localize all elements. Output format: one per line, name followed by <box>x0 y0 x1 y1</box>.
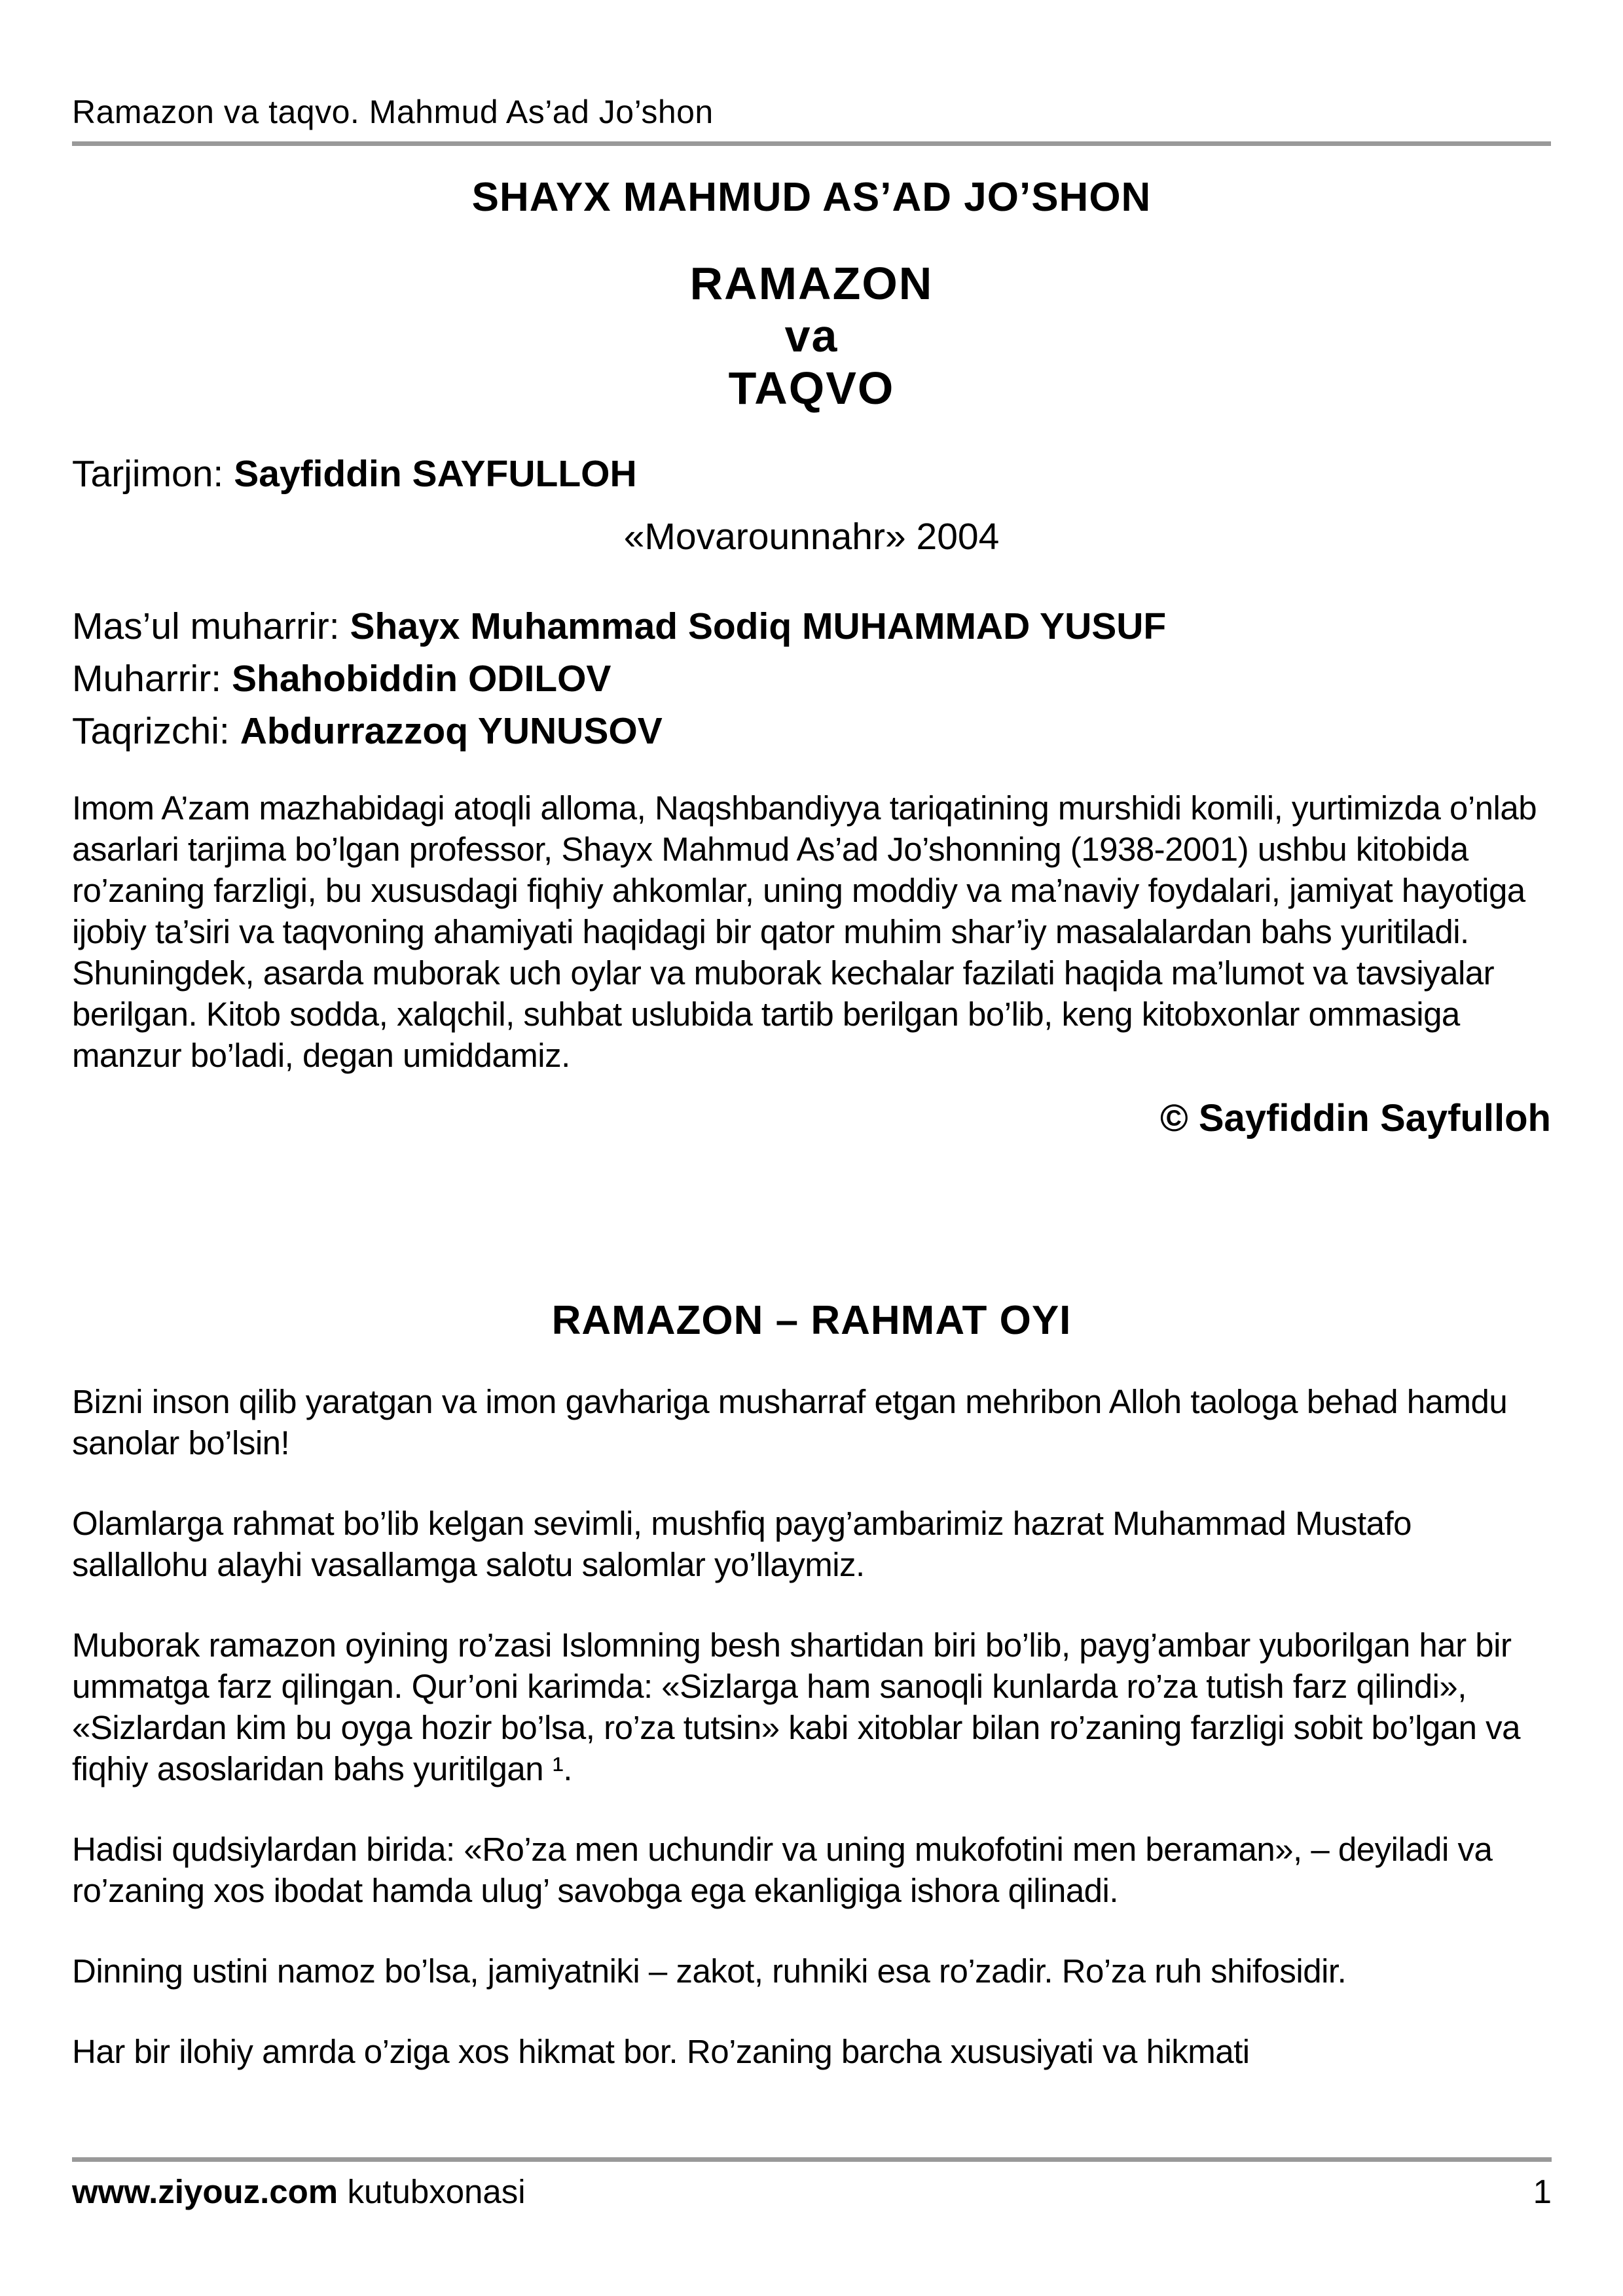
translator-name: Sayfiddin SAYFULLOH <box>234 453 637 495</box>
paragraph: Hadisi qudsiylardan birida: «Ro’za men uchundir va uning mukofotini men beraman», – deyiladi va ro’zaning xos ibodat hamda ulug’ savobga ega ekanligiga ishora qilinadi. <box>72 1831 1493 1909</box>
reviewer-line <box>72 705 1551 757</box>
paragraph: Dinning ustini namoz bo’lsa, jamiyatniki – zakot, ruhniki esa ro’zadir. Ro’za ruh shifosidir. <box>72 1952 1347 1990</box>
translator-line <box>72 451 1551 497</box>
book-title-line-2: va <box>784 310 839 361</box>
page-footer <box>72 2157 1552 2212</box>
running-title: Ramazon va taqvo. Mahmud As’ad Jo’shon <box>72 94 714 130</box>
editors-block <box>72 565 1551 757</box>
reviewer-label: Taqrizchi: <box>72 710 230 752</box>
footer-rule <box>72 2157 1552 2162</box>
paragraph: Muborak ramazon oyining ro’zasi Islomning besh shartidan biri bo’lib, payg’ambar yuborilgan har bir ummatga farz qilingan. Qur’oni karimda: «Sizlarga ham sanoqli kunlarda ro’za tutish farz qilindi», «Sizlardan kim bu oyga hozir bo’lsa, ro’za tutsin» kabi xitoblar bilan ro’zaning farzligi sobit bo’lgan va fiqhiy asoslaridan bahs yuritilgan ¹. <box>72 1626 1521 1787</box>
translator-label: Tarjimon: <box>72 453 224 495</box>
managing-editor-name: Shayx Muhammad Sodiq MUHAMMAD YUSUF <box>350 605 1167 647</box>
header-rule <box>72 141 1551 146</box>
footer-site-url: www.ziyouz.com <box>72 2173 338 2210</box>
book-title-line-3: TAQVO <box>728 363 895 414</box>
paragraph: Har bir ilohiy amrda o’ziga xos hikmat bor. Ro’zaning barcha xususiyati va hikmati <box>72 2033 1250 2070</box>
publisher-line: «Movarounnahr» 2004 <box>623 516 1000 558</box>
paragraph: Bizni inson qilib yaratgan va imon gavhariga musharraf etgan mehribon Alloh taologa behad hamdu sanolar bo’lsin! <box>72 1383 1508 1462</box>
annotation-paragraph: Imom A’zam mazhabidagi atoqli alloma, Naqshbandiyya tariqatining murshidi komili, yurtimizda o’nlab asarlari tarjima bo’lgan professor, Shayx Mahmud As’ad Jo’shonning (1938-2001) ushbu kitobida ro’zaning farzligi, bu xususdagi fiqhiy ahkomlar, uning moddiy va ma’naviy foydalari, jamiyat hayotiga ijobiy ta’siri va taqvoning ahamiyati haqidagi bir qator muhim shar’iy masalalardan bahs yuritiladi. Shuningdek, asarda muborak uch oylar va muborak kechalar fazilati haqida ma’lumot va tavsiyalar berilgan. Kitob sodda, xalqchil, suhbat uslubida tartib berilgan bo’lib, keng kitobxonlar ommasiga manzur bo’ladi, degan umiddamiz. <box>72 789 1537 1074</box>
paragraph: Olamlarga rahmat bo’lib kelgan sevimli, mushfiq payg’ambarimiz hazrat Muhammad Mustafo sallallohu alayhi vasallamga salotu salomlar yo’llaymiz. <box>72 1505 1412 1583</box>
managing-editor-label: Mas’ul muharrir: <box>72 605 340 647</box>
copyright-line: © Sayfiddin Sayfulloh <box>1159 1097 1551 1139</box>
editor-line <box>72 653 1551 705</box>
book-title <box>72 257 1551 414</box>
section-heading: RAMAZON – RAHMAT OYI <box>551 1298 1072 1343</box>
book-author: SHAYX MAHMUD AS’AD JO’SHON <box>471 175 1152 220</box>
editor-label: Muharrir: <box>72 658 222 700</box>
page-header <box>72 92 1551 146</box>
page-number: 1 <box>1533 2173 1552 2210</box>
managing-editor-line <box>72 600 1551 653</box>
footer-site-suffix: kutubxonasi <box>347 2173 526 2210</box>
footer-row <box>72 2172 1552 2212</box>
reviewer-name: Abdurrazzoq YUNUSOV <box>240 710 663 752</box>
book-title-line-1: RAMAZON <box>689 258 934 309</box>
footer-site-line <box>72 2172 526 2212</box>
editor-name: Shahobiddin ODILOV <box>231 658 611 700</box>
